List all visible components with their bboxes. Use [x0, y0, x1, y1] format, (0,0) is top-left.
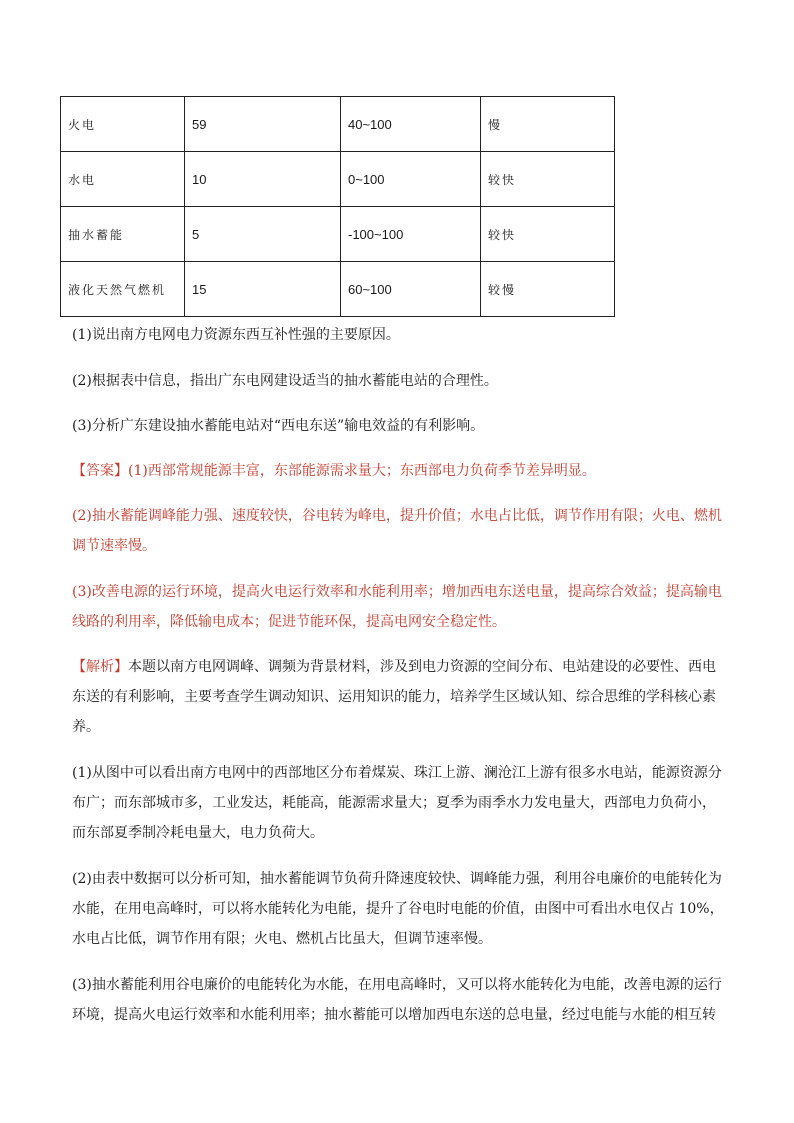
analysis-text: 本题以南方电网调峰、调频为背景材料，涉及到电力资源的空间分布、电站建设的必要性、西电: [128, 659, 716, 675]
analysis-text: 养。: [72, 719, 100, 735]
table-cell: 液化天然气燃机: [61, 262, 185, 317]
table-row: [61, 207, 615, 262]
table-cell: 慢: [481, 97, 615, 152]
answer-text: (3)改善电源的运行环境，提高火电运行效率和水能利用率；增加西电东送电量，提高综合效益；提高输电: [72, 584, 722, 600]
analysis-text: 东送的有利影响，主要考查学生调动知识、运用知识的能力，培养学生区域认知、综合思维的学科核心素: [72, 689, 716, 705]
table-cell: 15: [185, 262, 341, 317]
table-cell: 40~100: [341, 97, 481, 152]
table-row: [61, 152, 615, 207]
question-3: (3)分析广东建设抽水蓄能电站对“西电东送”输电效益的有利影响。: [72, 418, 485, 434]
answer-text: 调节速率慢。: [72, 538, 156, 554]
answer-paragraph-2: [72, 501, 728, 561]
answer-paragraph-1: [72, 456, 728, 486]
question-2: (2)根据表中信息，指出广东电网建设适当的抽水蓄能电站的合理性。: [72, 373, 498, 389]
table-cell: 0~100: [341, 152, 481, 207]
analysis-intro: [72, 652, 728, 742]
table-cell: 火电: [61, 97, 185, 152]
table-cell: -100~100: [341, 207, 481, 262]
analysis-text: 布广；而东部城市多，工业发达，耗能高，能源需求量大；夏季为雨季水力发电量大，西部电力负荷小，: [72, 795, 716, 811]
table-cell: 10: [185, 152, 341, 207]
analysis-text: 而东部夏季制冷耗电量大，电力负荷大。: [72, 825, 324, 841]
table-row: [61, 262, 615, 317]
analysis-text: 水电占比低，调节作用有限；火电、燃机占比虽大，但调节速率慢。: [72, 931, 492, 947]
analysis-text: (2)由表中数据可以分析可知，抽水蓄能调节负荷升降速度较快、调峰能力强，利用谷电廉价的电能转化为: [72, 871, 722, 887]
table-cell: 较快: [481, 152, 615, 207]
answer-paragraph-3: [72, 577, 728, 637]
analysis-text: 水能，在用电高峰时，可以将水能转化为电能，提升了谷电时电能的价值，由图中可看出水电仅占 10%，: [72, 901, 724, 917]
analysis-text: (3)抽水蓄能利用谷电廉价的电能转化为水能，在用电高峰时，又可以将水能转化为电能，改善电源的运行: [72, 977, 722, 993]
table-cell: 较快: [481, 207, 615, 262]
table-cell: 水电: [61, 152, 185, 207]
table-row: [61, 97, 615, 152]
table-cell: 59: [185, 97, 341, 152]
answer-text: (2)抽水蓄能调峰能力强、速度较快，谷电转为峰电，提升价值；水电占比低，调节作用有限；火电、燃机: [72, 508, 722, 524]
table-cell: 抽水蓄能: [61, 207, 185, 262]
answer-text: 线路的利用率，降低输电成本；促进节能环保，提高电网安全稳定性。: [72, 614, 506, 630]
question-1: (1)说出南方电网电力资源东西互补性强的主要原因。: [72, 327, 400, 343]
analysis-paragraph-1: [72, 758, 728, 848]
analysis-paragraph-2: [72, 864, 728, 954]
analysis-text: (1)从图中可以看出南方电网中的西部地区分布着煤炭、珠江上游、澜沧江上游有很多水电站，能源资源分: [72, 765, 722, 781]
analysis-text: 环境，提高火电运行效率和水能利用率；抽水蓄能可以增加西电东送的总电量，经过电能与水能的相互转: [72, 1007, 716, 1023]
analysis-paragraph-3: [72, 970, 728, 1030]
analysis-label: 【解析】: [72, 659, 128, 675]
table-cell: 60~100: [341, 262, 481, 317]
table-cell: 较慢: [481, 262, 615, 317]
table-cell: 5: [185, 207, 341, 262]
answer-text: (1)西部常规能源丰富，东部能源需求量大；东西部电力负荷季节差异明显。: [128, 463, 596, 479]
answer-label: 【答案】: [72, 463, 128, 479]
power-source-table: [60, 96, 615, 317]
